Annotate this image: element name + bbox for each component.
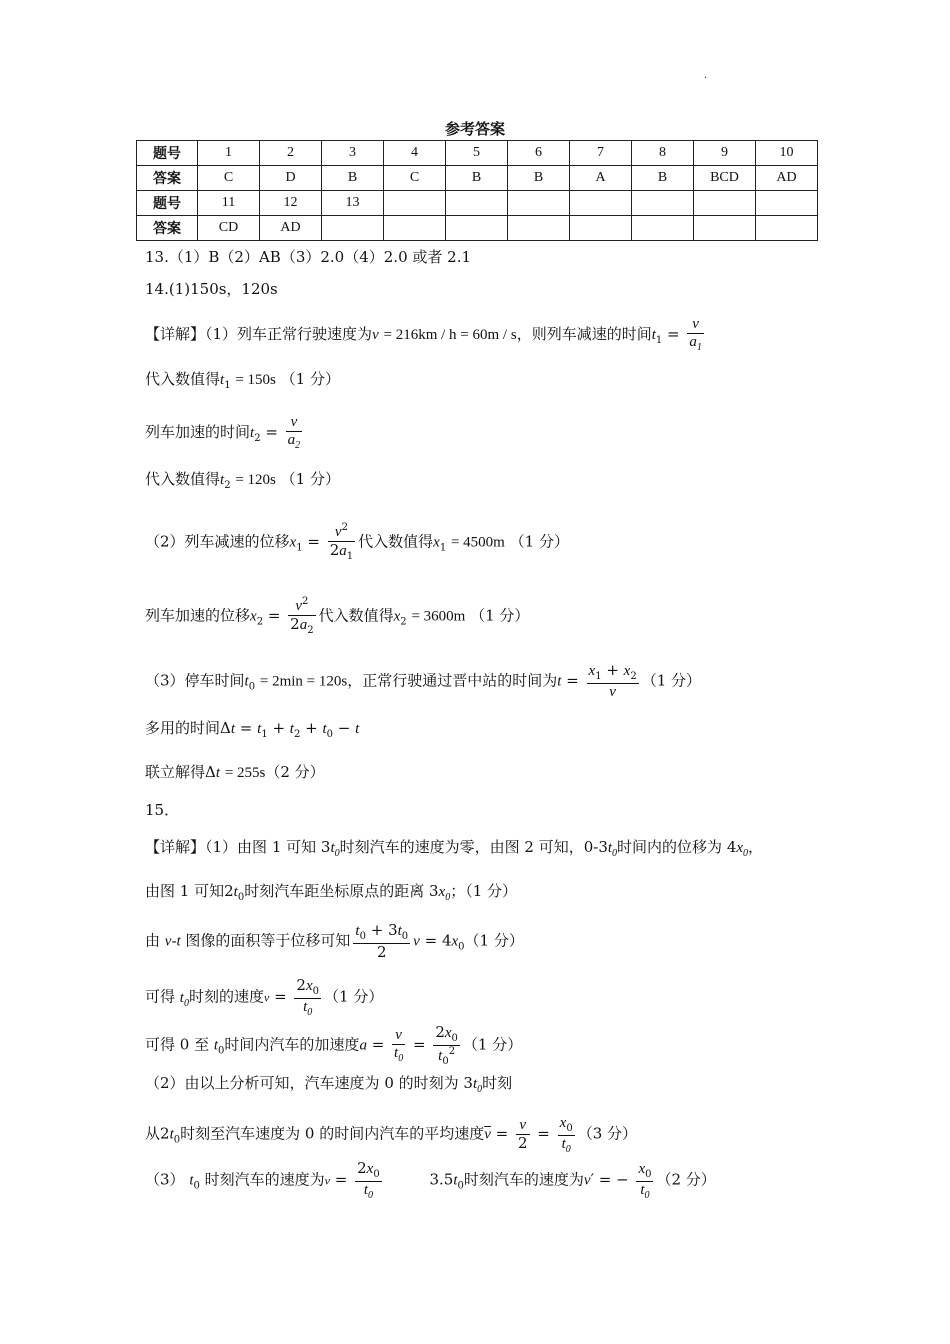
table-cell: 7 bbox=[570, 141, 632, 166]
q14-line-3: 列车加速的时间$t_2$ = $\frac{v}{a_2}$ bbox=[145, 414, 301, 452]
table-cell: C bbox=[384, 166, 446, 191]
table-cell: B bbox=[508, 166, 570, 191]
table-cell: 5 bbox=[446, 141, 508, 166]
q14-line-6: 列车加速的位移$x_2$ = $\frac{v^2}{2a_2}$ 代入数值得$x_2 = 3600m$ （1 分） bbox=[145, 596, 530, 637]
table-cell: B bbox=[446, 166, 508, 191]
table-cell: 1 bbox=[198, 141, 260, 166]
table-cell bbox=[756, 216, 818, 241]
table-cell: BCD bbox=[694, 166, 756, 191]
q13-answer: 13.（1）B（2）AB（3）2.0（4）2.0 或者 2.1 bbox=[145, 248, 472, 266]
page-title: 参考答案 bbox=[444, 120, 505, 138]
q15-number: 15． bbox=[145, 801, 180, 819]
table-row: 答案 CD AD bbox=[137, 216, 818, 241]
table-cell: D bbox=[260, 166, 322, 191]
q14-line-5: （2）列车减速的位移$x_1$ = $\frac{v^2}{2a_1}$ 代入数值得$x_1 = 4500m$ （1 分） bbox=[145, 522, 569, 563]
q15-line-7: 从$2t_0$时刻至汽车速度为 0 的时间内汽车的平均速度$\overline{v}$ = $\frac{v}{2}$ = $\frac{x_0}{t_0}$ （3 分） bbox=[145, 1115, 637, 1155]
q15-line-8: （3） $t_0$ 时刻汽车的速度为v = $\frac{2x_0}{t_0}$ $3.5t_0$时刻汽车的速度为v′ = − $\frac{x_0}{t_0}$ （2 分） bbox=[145, 1159, 716, 1201]
table-row: 题号 1 2 3 4 5 6 7 8 9 10 bbox=[137, 141, 818, 166]
q15-line-2: 由图 1 可知$2t_0$时刻汽车距坐标原点的距离 $3x_0$；（1 分） bbox=[145, 882, 517, 903]
table-cell bbox=[384, 191, 446, 216]
q14-answer: 14.(1)150s，120s bbox=[145, 280, 278, 298]
q15-line-1: 【详解】（1）由图 1 可知 $3t_0$时刻汽车的速度为零，由图 2 可知，$0-3t_0$时间内的位移为 $4x_0$， bbox=[145, 838, 764, 859]
table-cell bbox=[508, 216, 570, 241]
table-cell bbox=[384, 216, 446, 241]
table-cell bbox=[632, 191, 694, 216]
table-cell bbox=[508, 191, 570, 216]
q14-line-7: （3）停车时间$t_0 = 2\min = 120s$，正常行驶通过晋中站的时间为t = $\frac{x_1 + x_2}{v}$ （1 分） bbox=[145, 661, 702, 700]
table-cell: B bbox=[322, 166, 384, 191]
table-cell: 12 bbox=[260, 191, 322, 216]
table-cell: 11 bbox=[198, 191, 260, 216]
table-cell bbox=[756, 191, 818, 216]
table-cell: AD bbox=[260, 216, 322, 241]
q14-line-2: 代入数值得$t_1 = 150s$ （1 分） bbox=[145, 370, 340, 391]
q14-line-8: 多用的时间$\Delta t = t_1 + t_2 + t_0 - t$ bbox=[145, 719, 360, 740]
table-cell bbox=[570, 191, 632, 216]
table-cell bbox=[322, 216, 384, 241]
header-dot: . bbox=[704, 70, 708, 81]
table-row: 答案 C D B C B B A B BCD AD bbox=[137, 166, 818, 191]
q15-line-5: 可得 0 至 $t_0$时间内汽车的加速度a = $\frac{v}{t_0}$ = $\frac{2x_0}{t_0^2}$ （1 分） bbox=[145, 1023, 523, 1067]
answer-table bbox=[136, 140, 818, 241]
table-cell: CD bbox=[198, 216, 260, 241]
table-cell: 8 bbox=[632, 141, 694, 166]
table-cell: 13 bbox=[322, 191, 384, 216]
q15-line-3: 由 v-t 图像的面积等于位移可知 $\frac{t_0 + 3t_0}{2}$ $v = 4x_0(1$ 分） bbox=[145, 921, 524, 961]
table-cell: 2 bbox=[260, 141, 322, 166]
q14-line-9: 联立解得Δt = 255s（2 分） bbox=[145, 763, 325, 781]
table-cell bbox=[694, 216, 756, 241]
table-cell: A bbox=[570, 166, 632, 191]
table-cell bbox=[570, 216, 632, 241]
table-cell: AD bbox=[756, 166, 818, 191]
q14-line-1: 【详解】（1）列车正常行驶速度为v = 216km / h = 60m / s，则列车减速的时间$t_1$ = $\frac{v}{a_1}$ bbox=[145, 316, 702, 354]
table-cell bbox=[446, 191, 508, 216]
table-cell: 10 bbox=[756, 141, 818, 166]
table-cell bbox=[632, 216, 694, 241]
table-cell: 6 bbox=[508, 141, 570, 166]
table-cell: 4 bbox=[384, 141, 446, 166]
table-cell: 9 bbox=[694, 141, 756, 166]
table-row: 题号 11 12 13 bbox=[137, 191, 818, 216]
table-cell bbox=[446, 216, 508, 241]
table-cell: C bbox=[198, 166, 260, 191]
table-cell: B bbox=[632, 166, 694, 191]
q14-line-4: 代入数值得$t_2 = 120s$ （1 分） bbox=[145, 470, 340, 491]
table-cell bbox=[694, 191, 756, 216]
table-cell: 3 bbox=[322, 141, 384, 166]
q15-line-6: （2）由以上分析可知，汽车速度为 0 的时刻为 $3t_0$时刻 bbox=[145, 1074, 513, 1095]
q15-line-4: 可得 $t_0$时刻的速度v = $\frac{2x_0}{t_0}$ （1 分） bbox=[145, 976, 384, 1018]
